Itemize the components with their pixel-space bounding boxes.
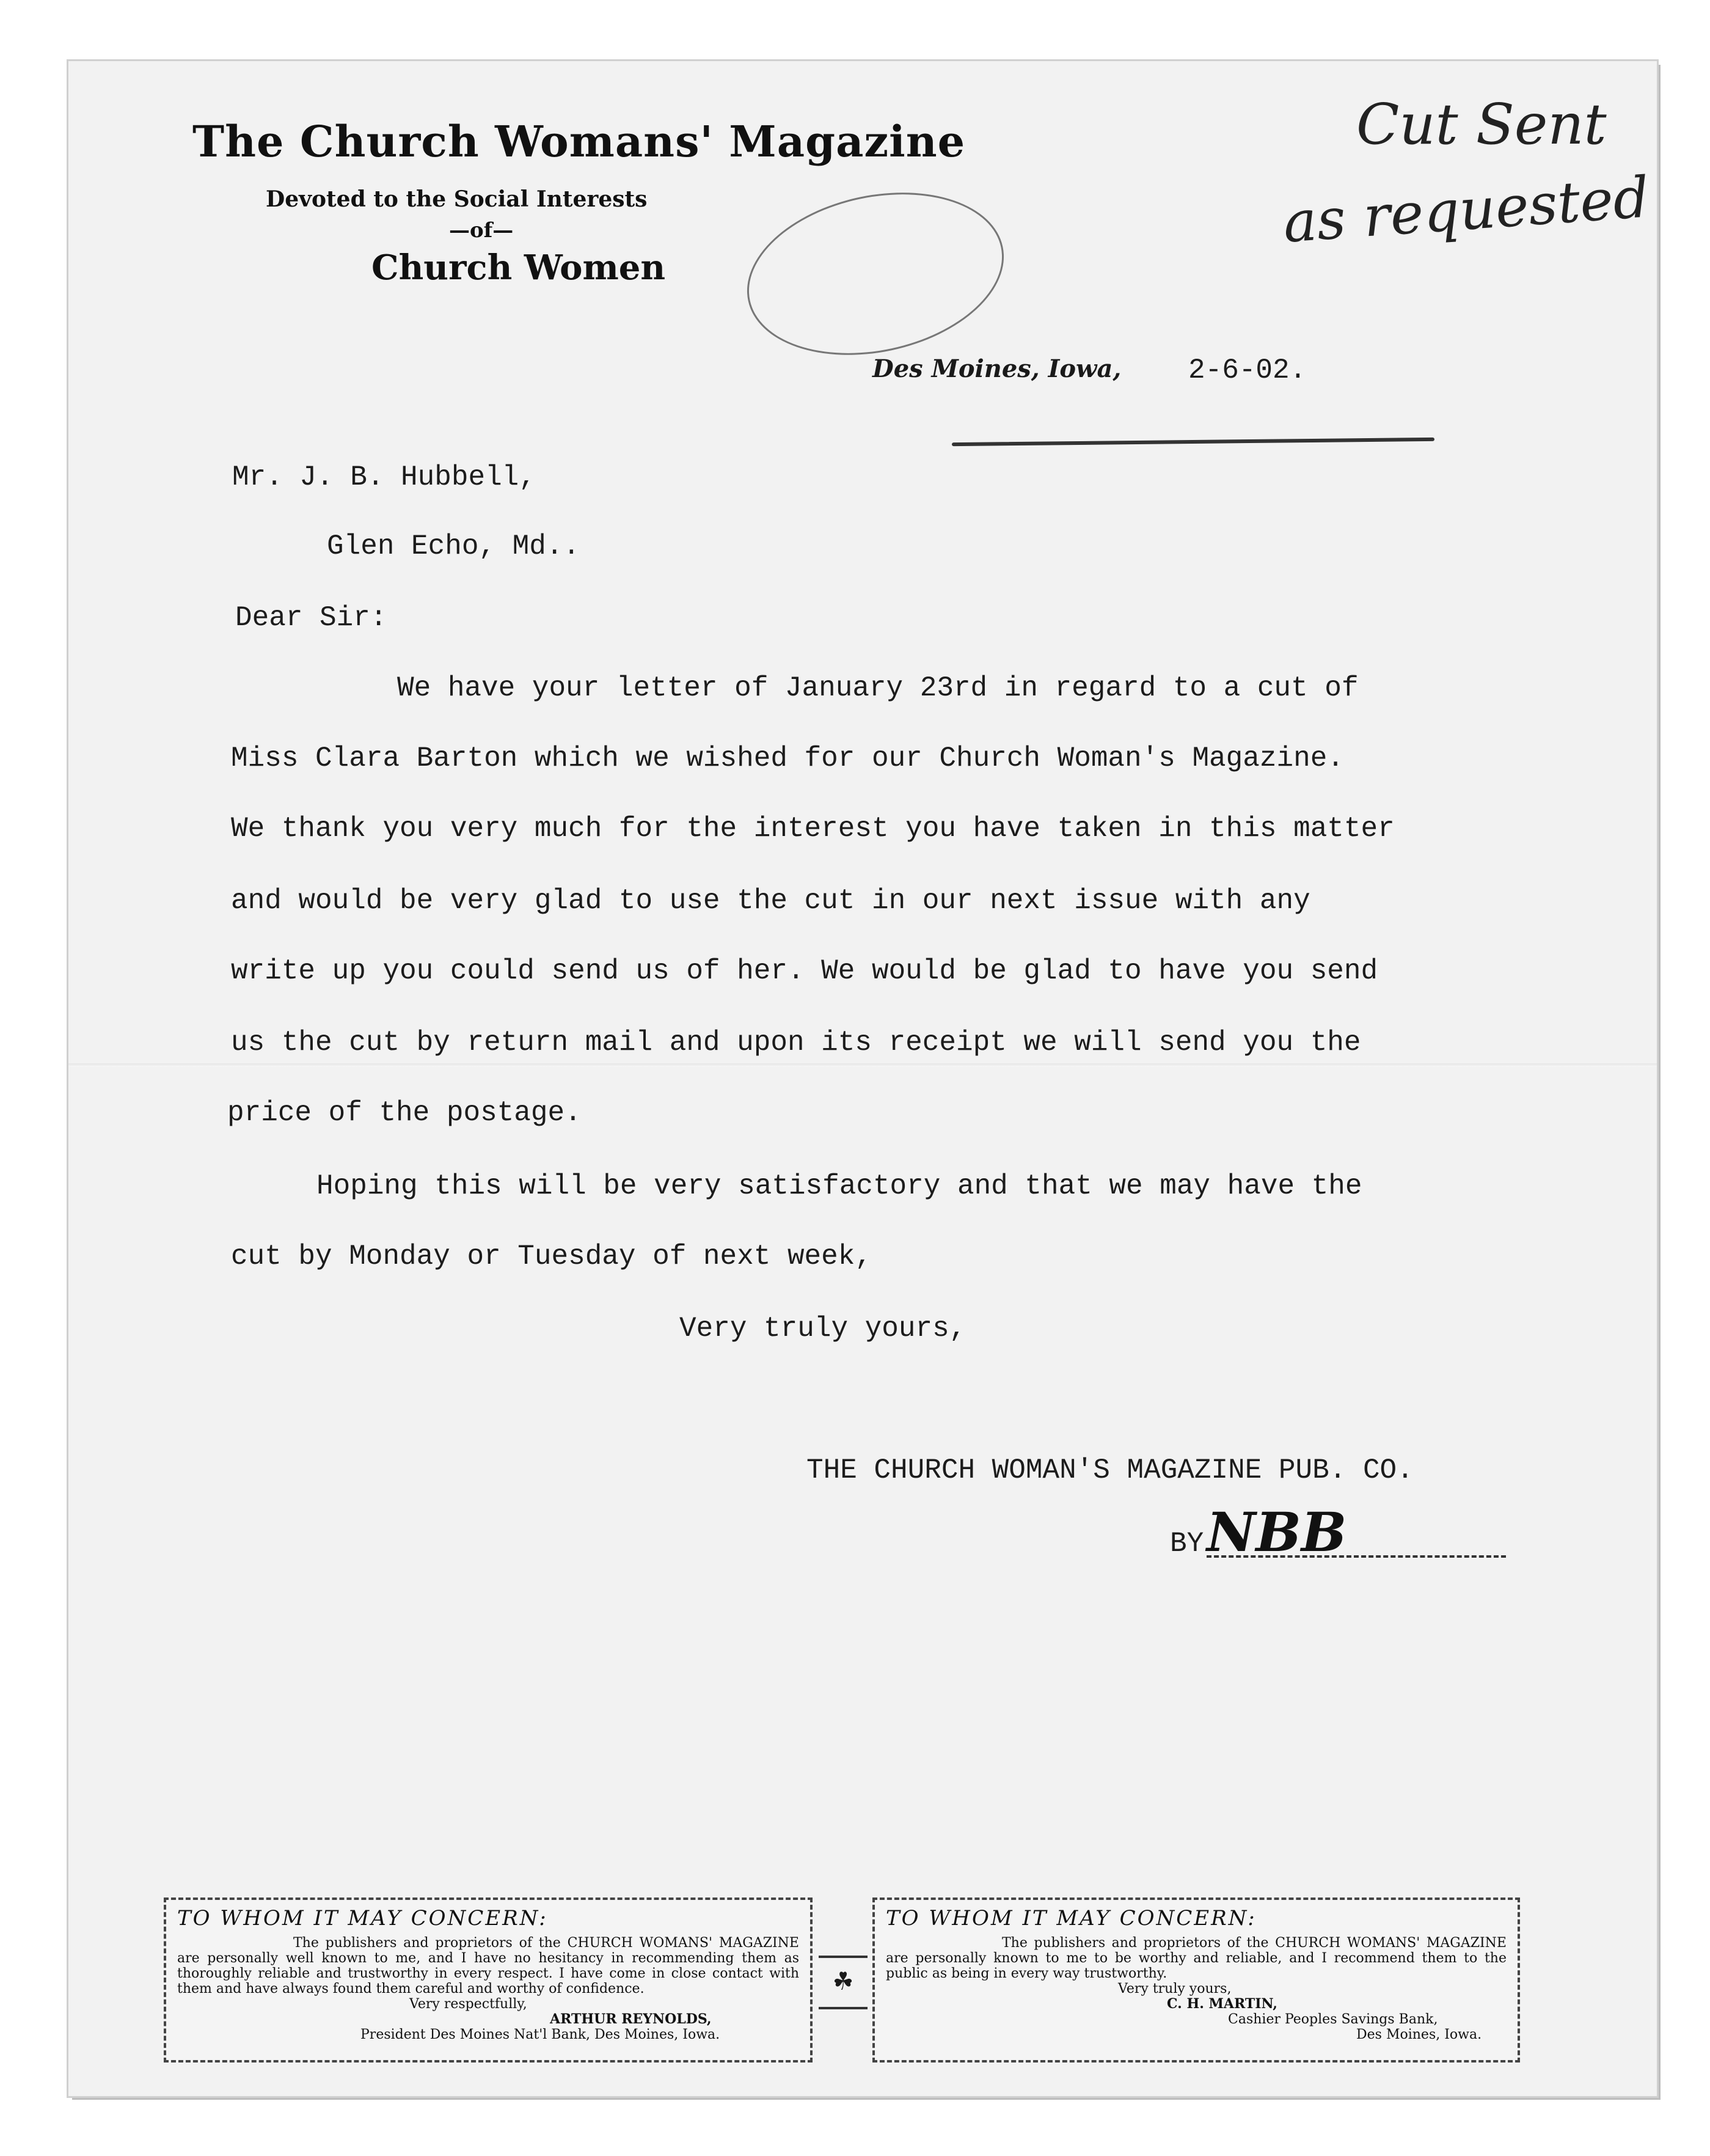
reference-signer-name: ARTHUR REYNOLDS,: [550, 2011, 712, 2027]
reference-signer-title: Cashier Peoples Savings Bank,: [1228, 2012, 1438, 2027]
letterhead-title: The Church Womans' Magazine: [192, 116, 966, 167]
body-line: and would be very glad to use the cut in our next issue with any: [231, 885, 1310, 917]
salutation: Dear Sir:: [235, 602, 387, 634]
body-line: cut by Monday or Tuesday of next week,: [231, 1241, 872, 1272]
signature-initials: NBB: [1207, 1500, 1347, 1564]
handwritten-note-line1: Cut Sent: [1356, 92, 1607, 157]
handwritten-note-line2: as requested: [1281, 164, 1651, 255]
letterhead-of: —of—: [449, 218, 514, 243]
body-line: write up you could send us of her. We would be glad to have you send: [231, 955, 1378, 987]
letter-place: Des Moines, Iowa,: [872, 354, 1122, 383]
body-line: We thank you very much for the interest you have taken in this matter: [231, 813, 1395, 845]
recipient-address: Glen Echo, Md..: [327, 530, 580, 562]
signature-line: [1207, 1555, 1506, 1558]
recipient-name: Mr. J. B. Hubbell,: [232, 461, 536, 493]
reference-box-right: [872, 1898, 1520, 2062]
reference-signer-city: Des Moines, Iowa.: [1356, 2027, 1482, 2042]
reference-box-left: [164, 1898, 813, 2062]
reference-signer-title: President Des Moines Nat'l Bank, Des Moines, Iowa.: [360, 2027, 720, 2042]
reference-heading: TO WHOM IT MAY CONCERN:: [177, 1906, 548, 1931]
letter-date: 2-6-02.: [1188, 354, 1307, 386]
body-line: We have your letter of January 23rd in regard to a cut of: [397, 672, 1359, 704]
body-line: Hoping this will be very satisfactory and that we may have the: [316, 1170, 1362, 1202]
body-line: Miss Clara Barton which we wished for our Church Woman's Magazine.: [231, 743, 1344, 774]
body-line: price of the postage.: [227, 1097, 582, 1129]
letter-page: [68, 61, 1657, 2096]
company-name: THE CHURCH WOMAN'S MAGAZINE PUB. CO.: [806, 1454, 1414, 1486]
reference-signer-name: C. H. MARTIN,: [1167, 1996, 1277, 2012]
closing: Very truly yours,: [679, 1313, 966, 1344]
clover-ornament: ☘: [819, 1956, 868, 2009]
signature-by-label: BY: [1170, 1528, 1204, 1560]
reference-heading: TO WHOM IT MAY CONCERN:: [886, 1906, 1257, 1931]
reference-text: The publishers and proprietors of the CHURCH WOMANS' MAGAZINE are personally well known to me, and I have no hesitancy in recommending them as thoroughly reliable and trustworthy in every respect. I have come in close contact with them and have always found them careful and worthy of confidence.: [177, 1935, 799, 1997]
reference-closing: Very truly yours,: [1118, 1981, 1232, 1997]
reference-closing: Very respectfully,: [409, 1997, 527, 2012]
letterhead-subtitle: Devoted to the Social Interests: [266, 186, 648, 212]
letterhead-women: Church Women: [371, 248, 666, 288]
body-line: us the cut by return mail and upon its receipt we will send you the: [231, 1027, 1361, 1058]
reference-text: The publishers and proprietors of the CHURCH WOMANS' MAGAZINE are personally known to me to be worthy and reliable, and I recommend them to the public as being in every way trustworthy.: [886, 1935, 1507, 1981]
